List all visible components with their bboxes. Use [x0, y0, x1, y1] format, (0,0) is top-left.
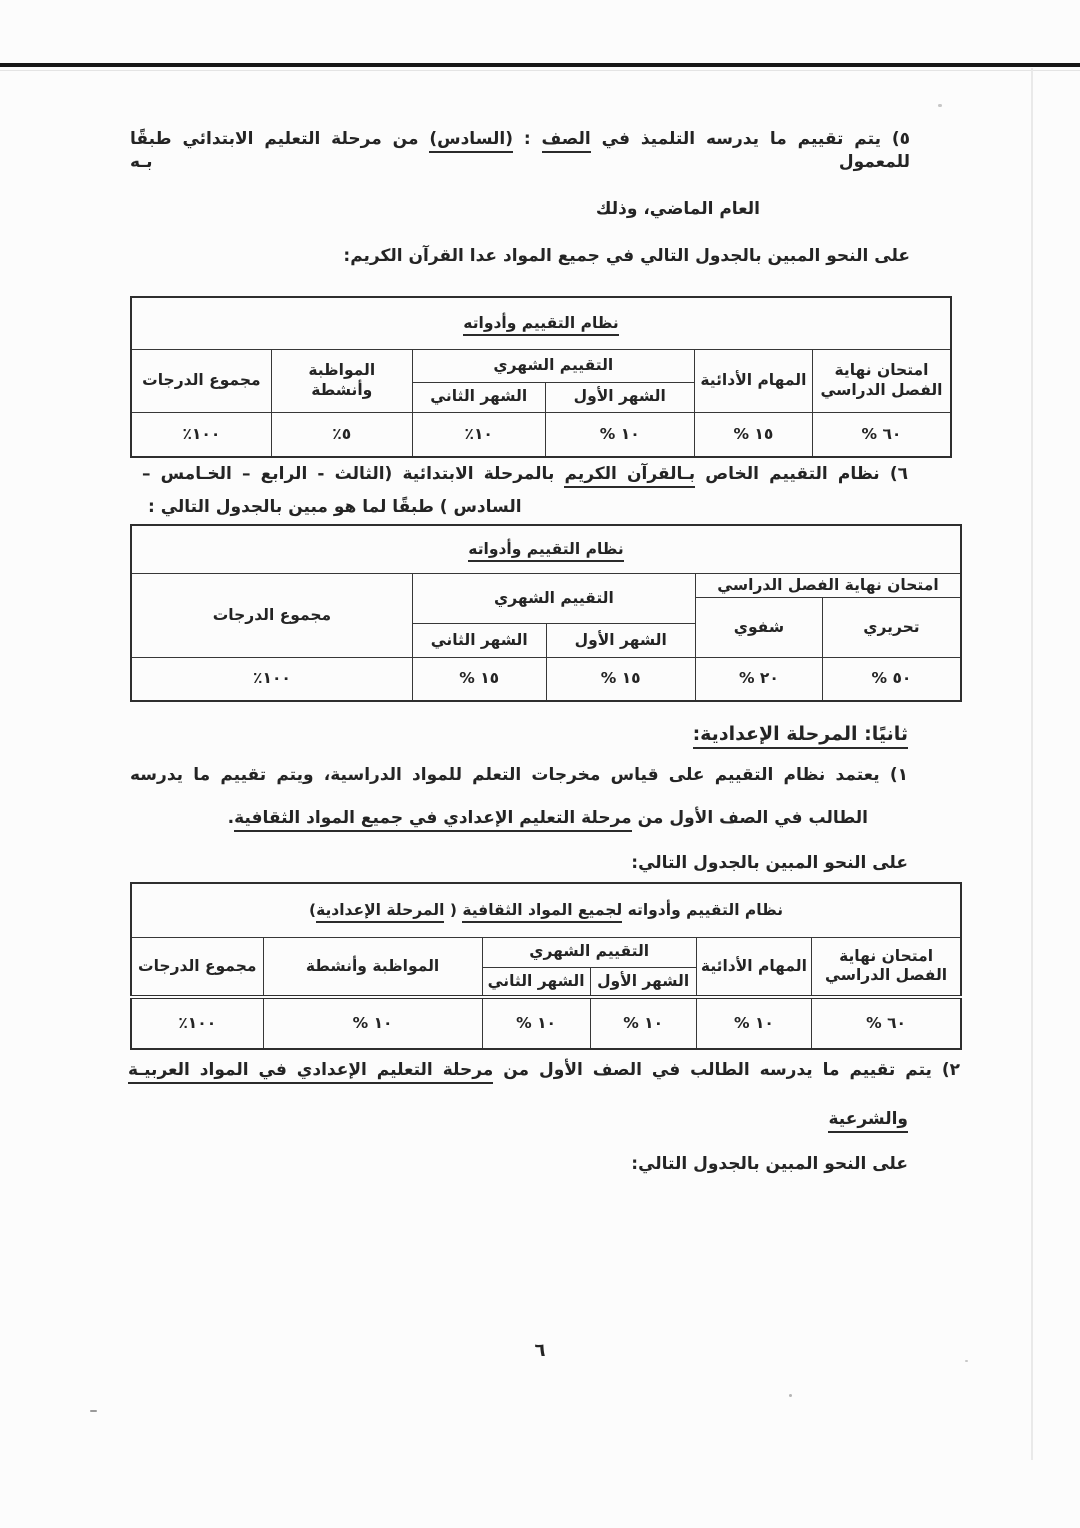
- table3-value-attendance: ١٠ %: [263, 997, 482, 1049]
- paragraph-5-line-1: [130, 128, 910, 174]
- paragraph-5-line-3: على النحو المبين بالجدول التالي في جميع المواد عدا القرآن الكريم:: [343, 246, 910, 266]
- table3-header-tasks: المهام الأدائية: [696, 937, 811, 997]
- table1-header-attendance: المواظبة وأنشطة: [271, 349, 412, 412]
- section-2-paragraph-2-line-1: [128, 1059, 960, 1082]
- table1-header-month1: الشهر الأول: [545, 382, 694, 412]
- table3-title-run-1: نظام التقييم وأدواته: [622, 900, 784, 919]
- table3-header-monthly: التقييم الشهري: [482, 937, 696, 967]
- table1-header-tasks: المهام الأدائية: [694, 349, 812, 412]
- scan-speck: [789, 1394, 792, 1397]
- table1-title: نظام التقييم وأدواته: [463, 314, 618, 336]
- table2-header-written: تحريري: [822, 597, 961, 657]
- table3-title-run-paren: (: [444, 900, 463, 919]
- table3-value-tasks: ١٠ %: [696, 997, 811, 1049]
- table1-value-total: ١٠٠٪: [131, 412, 271, 457]
- section-2-heading-text: ثانيًا: المرحلة الإعدادية:: [693, 723, 908, 749]
- paragraph-6-run-2: بالمرحلة الابتدائية (الثالث - الرابع – الخـامس –: [142, 464, 565, 484]
- table3-header-attendance: المواظبة وأنشطة: [263, 937, 482, 997]
- section-2-heading: [693, 722, 908, 748]
- table1-value-month2: ١٠٪: [412, 412, 545, 457]
- s2p2-run-sharia: والشرعية: [828, 1109, 908, 1133]
- scan-top-rule-soft: [0, 70, 1080, 71]
- paragraph-5-run-2: من مرحلة التعليم الابتدائي طبقًا للمعمول بـه: [130, 129, 910, 172]
- table2-header-monthly: التقييم الشهري: [412, 573, 695, 623]
- table2-header-month1: الشهر الأول: [546, 623, 695, 657]
- table3-header-total: مجموع الدرجات: [131, 937, 263, 997]
- scan-speck: [938, 104, 942, 107]
- paragraph-6-line-1: [142, 463, 908, 486]
- table3-title-run-stage: المرحلة الإعدادية: [316, 901, 444, 923]
- s2p2-run-1: ٢) يتم تقييم ما يدرسه الطالب في الصف الأول من: [493, 1060, 960, 1080]
- paragraph-6-run-1: ٦) نظام التقييم الخاص: [695, 464, 908, 484]
- table2-header-exam: امتحان نهاية الفصل الدراسي: [695, 573, 961, 597]
- paragraph-5-line-2: العام الماضي، وذلك: [595, 199, 760, 219]
- table2-header-month2: الشهر الثاني: [412, 623, 546, 657]
- table3-value-month1: ١٠ %: [590, 997, 696, 1049]
- paragraph-6-line-2: السادس ) طبقًا لما هو مبين بالجدول التالي :: [148, 497, 522, 517]
- table2-value-oral: ٢٠ %: [695, 657, 822, 701]
- assessment-table-quran: [130, 524, 962, 702]
- paragraph-5-run-colon: :: [512, 129, 542, 149]
- table1-value-month1: ١٠ %: [545, 412, 694, 457]
- paragraph-5-run-1: ٥) يتم تقييم ما يدرسه التلميذ في: [590, 129, 910, 149]
- table2-title: نظام التقييم وأدواته: [468, 540, 623, 562]
- paragraph-5-run-grade-word: الصف: [542, 129, 591, 153]
- table3-value-total: ١٠٠٪: [131, 997, 263, 1049]
- scan-speck: [90, 1410, 97, 1412]
- table2-title-cell: [131, 525, 961, 573]
- assessment-table-preparatory: [130, 882, 962, 1050]
- table3-header-month1: الشهر الأول: [590, 967, 696, 997]
- table3-title-run-paren-close: ): [308, 900, 317, 919]
- table3-value-month2: ١٠ %: [482, 997, 590, 1049]
- table1-title-cell: [131, 297, 951, 349]
- paragraph-6-run-quran: بـالقرآن الكريم: [564, 464, 695, 488]
- s2p1-run-prep-stage: مرحلة التعليم الإعدادي في جميع المواد الثقافية: [234, 808, 632, 832]
- table3-title-cell: [131, 883, 961, 937]
- scan-speck: [965, 1360, 968, 1362]
- scan-side-rule: [1031, 68, 1033, 1460]
- table3-value-exam: ٦٠ %: [812, 997, 961, 1049]
- table1-header-total: مجموع الدرجات: [131, 349, 271, 412]
- s2p1-run-period: .: [227, 808, 235, 828]
- section-2-paragraph-1-line-2: [228, 807, 868, 830]
- s2p1-run-1: الطالب في الصف الأول من: [631, 808, 868, 828]
- table1-value-tasks: ١٥ %: [694, 412, 812, 457]
- scan-top-rule: [0, 63, 1080, 67]
- page-number: ٦: [534, 1340, 546, 1361]
- table2-header-total: مجموع الدرجات: [131, 573, 412, 657]
- s2p2-run-arabic-subjects: مرحلة التعليم الإعدادي في المواد العربيـة: [128, 1060, 493, 1084]
- table3-header-exam: امتحان نهاية الفصل الدراسي: [812, 937, 961, 997]
- table2-value-month1: ١٥ %: [546, 657, 695, 701]
- table3-title-run-subjects: لجميع المواد الثقافية: [462, 901, 622, 923]
- paragraph-5-run-sixth-grade: (السادس): [429, 129, 513, 153]
- assessment-table-primary-general: [130, 296, 952, 458]
- table3-header-month2: الشهر الثاني: [482, 967, 590, 997]
- table1-header-exam: امتحان نهاية الفصل الدراسي: [812, 349, 951, 412]
- table1-value-attendance: ٥٪: [271, 412, 412, 457]
- section-2-paragraph-2-line-2: [828, 1108, 908, 1131]
- table2-value-month2: ١٥ %: [412, 657, 546, 701]
- table1-header-month2: الشهر الثاني: [412, 382, 545, 412]
- table1-value-exam: ٦٠ %: [812, 412, 951, 457]
- section-2-paragraph-2-line-3: على النحو المبين بالجدول التالي:: [631, 1154, 908, 1174]
- section-2-paragraph-1-line-3: على النحو المبين بالجدول التالي:: [631, 853, 908, 873]
- table1-header-monthly: التقييم الشهري: [412, 349, 694, 382]
- table2-header-oral: شفوي: [695, 597, 822, 657]
- table2-value-written: ٥٠ %: [822, 657, 961, 701]
- table2-value-total: ١٠٠٪: [131, 657, 412, 701]
- section-2-paragraph-1-line-1: ١) يعتمد نظام التقييم على قياس مخرجات التعلم للمواد الدراسية، ويتم تقييم ما يدرسه: [130, 765, 908, 785]
